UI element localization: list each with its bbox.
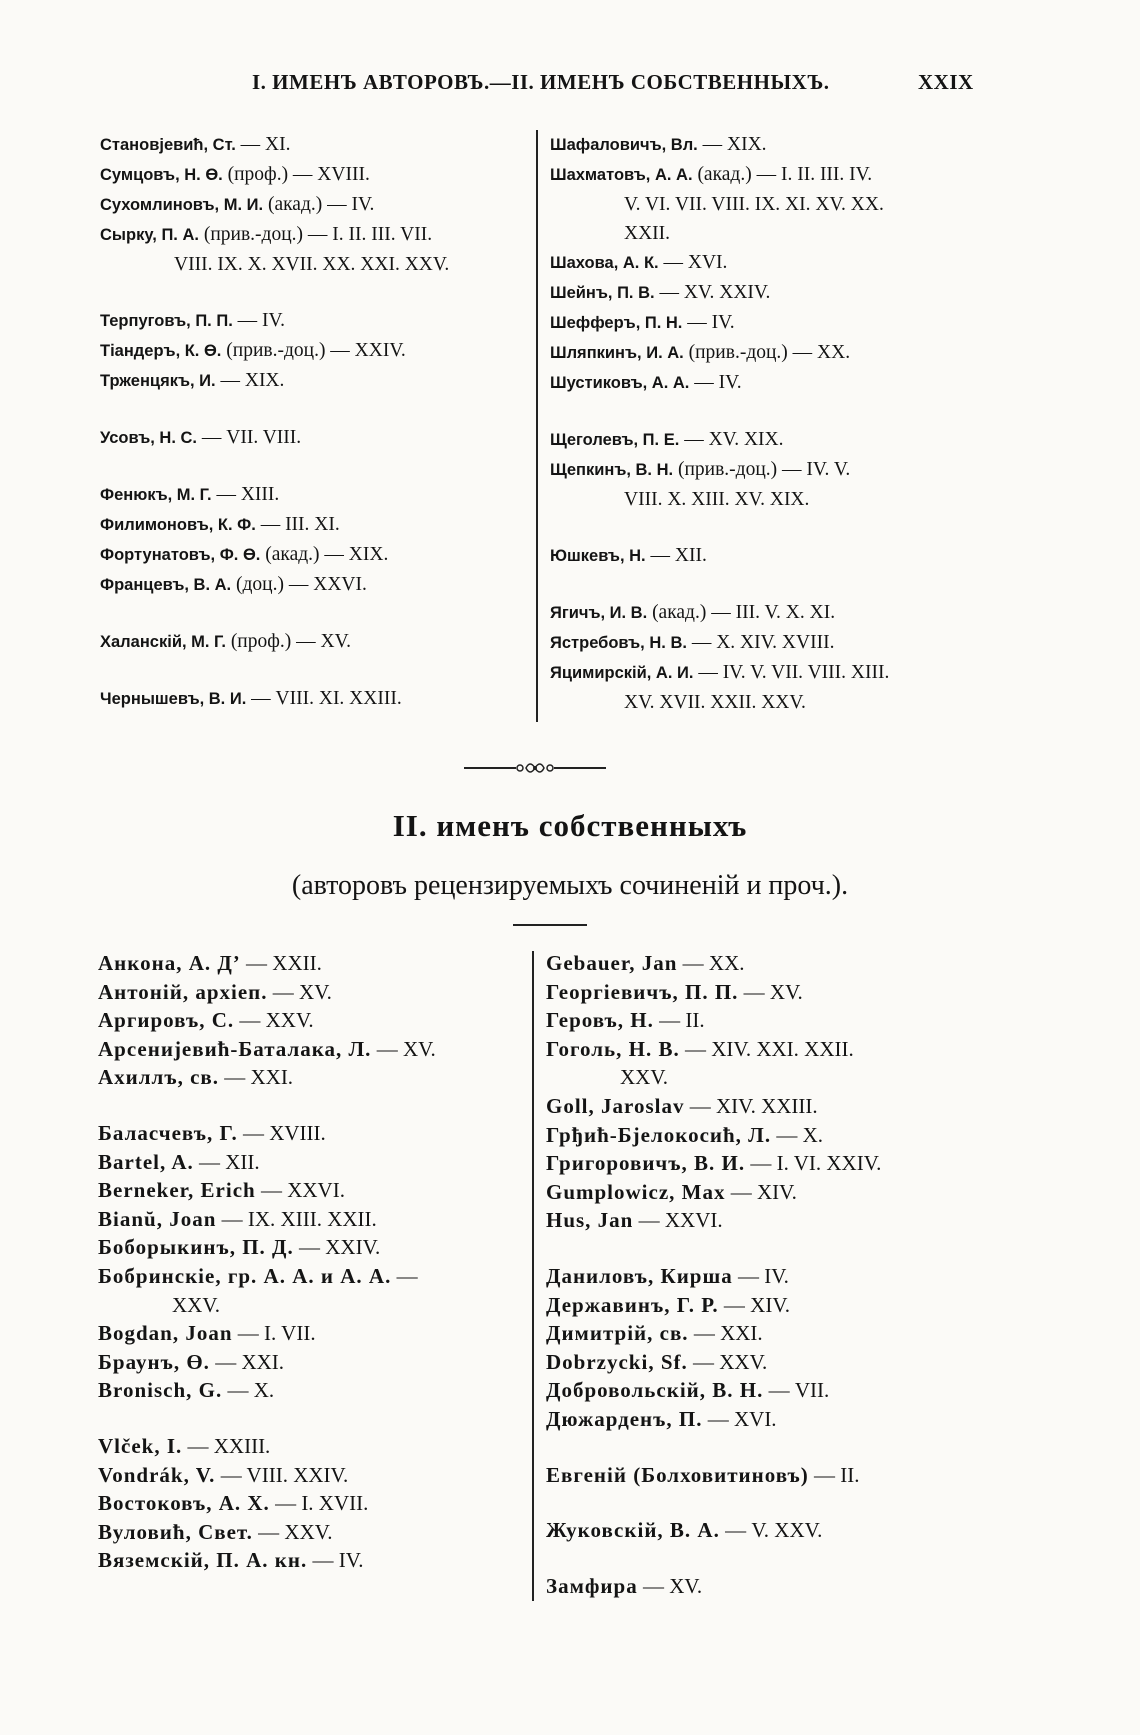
entry-references: (прив.-доц.) — XX.: [683, 342, 851, 363]
entry-references: — X.: [771, 1122, 823, 1147]
entry-name: Гоголь, Н. В.: [546, 1036, 680, 1061]
index-entry: [100, 306, 449, 336]
entry-references: — XV.: [371, 1036, 436, 1061]
entry-name: Чернышевъ, В. И.: [100, 690, 247, 708]
entry-references: — IV.: [232, 310, 285, 331]
entry-references: (проф.) — XVIII.: [222, 164, 370, 185]
entry-references: — XXV.: [252, 1519, 333, 1544]
entry-references: — XV.: [267, 979, 332, 1004]
index-entry: [546, 949, 881, 978]
entry-name: Халанскій, М. Г.: [100, 633, 226, 651]
index-entry: [546, 1405, 881, 1434]
entry-references: — XIX.: [215, 370, 285, 391]
entry-references: (акад.) — IV.: [263, 194, 375, 215]
proper-names-left-column: [98, 949, 436, 1575]
index-entry: [550, 248, 889, 278]
entry-references: — I. XVII.: [269, 1491, 369, 1516]
index-entry-continuation: XV. XVII. XXII. XXV.: [624, 692, 806, 713]
entry-references: (акад.) — I. II. III. IV.: [692, 164, 873, 185]
entry-references: (прив.-доц.) — IV. V.: [673, 459, 851, 480]
index-entry: [98, 978, 436, 1007]
entry-name: Ягичъ, И. В.: [550, 604, 648, 622]
index-entry-continuation: XXII.: [624, 223, 671, 244]
entry-name: Дюжарденъ, П.: [546, 1406, 703, 1431]
entry-name: Антоній, архіеп.: [98, 979, 268, 1004]
index-entry: [546, 1461, 881, 1490]
entry-name: Становјевић, Ст.: [100, 136, 236, 154]
entry-name: Bartel, A.: [98, 1149, 194, 1174]
entry-name: Сырку, П. А.: [100, 226, 199, 244]
entry-references: — XIX.: [697, 134, 767, 155]
index-entry: [546, 1291, 881, 1320]
index-entry-continuation: VIII. X. XIII. XV. XIX.: [624, 489, 810, 510]
entry-name: Berneker, Erich: [98, 1178, 256, 1203]
index-entry: [98, 1489, 436, 1518]
title-rule: [513, 924, 587, 926]
entry-name: Боборыкинъ, П. Д.: [98, 1235, 294, 1260]
entry-references: (доц.) — XXVI.: [231, 574, 367, 595]
index-entry: [550, 541, 889, 571]
index-entry: [100, 684, 449, 714]
entry-name: Вуловић, Свет.: [98, 1519, 253, 1544]
section-gap: [550, 514, 889, 541]
index-entry: [546, 978, 881, 1007]
entry-name: Аргировъ, С.: [98, 1008, 235, 1033]
entry-references: — XXVI.: [633, 1208, 723, 1233]
entry-name: Gumplowicz, Max: [546, 1179, 726, 1204]
entry-references: — II.: [808, 1462, 860, 1487]
entry-references: (прив.-доц.) — I. II. III. VII.: [198, 224, 433, 245]
entry-name: Юшкевъ, Н.: [550, 547, 646, 565]
entry-references: — V. XXV.: [719, 1518, 823, 1543]
entry-references: — IX. XIII. XXII.: [216, 1206, 377, 1231]
entry-name: Георгіевичъ, П. П.: [546, 979, 739, 1004]
entry-references: — XXII.: [240, 951, 322, 975]
index-entry: [550, 130, 889, 160]
index-entry: [550, 628, 889, 658]
entry-references: — XVI.: [702, 1406, 777, 1431]
section-title: II. именъ собственныхъ: [392, 808, 748, 843]
entry-references: — XXV.: [687, 1349, 768, 1374]
entry-references: (проф.) — XV.: [225, 631, 352, 652]
entry-references: — VIII. XI. XXIII.: [246, 688, 402, 709]
index-entry: [98, 1432, 436, 1461]
section-gap: [100, 657, 449, 684]
index-entry: [100, 540, 449, 570]
ornament-divider: [464, 756, 606, 780]
index-entry: [98, 1063, 436, 1092]
index-entry: [550, 658, 889, 688]
entry-references: — XIV. XXI. XXII.: [679, 1036, 854, 1061]
entry-references: — XXIII.: [182, 1433, 271, 1458]
section-gap: [546, 1489, 881, 1516]
index-entry: [98, 1348, 436, 1377]
entry-name: Щеголевъ, П. Е.: [550, 431, 680, 449]
entry-name: Даниловъ, Кирша: [546, 1263, 733, 1288]
index-entry: [546, 1262, 881, 1291]
entry-references: (прив.-доц.) — XXIV.: [221, 340, 406, 361]
entry-name: Анкона, А. Д’: [98, 951, 241, 975]
entry-references: — XXI.: [209, 1349, 285, 1374]
entry-references: — XIII.: [211, 484, 280, 505]
index-entry-continuation: XXV.: [172, 1292, 221, 1317]
entry-name: Hus, Jan: [546, 1208, 634, 1233]
index-entry: [98, 1461, 436, 1490]
entry-name: Bianŭ, Joan: [98, 1206, 217, 1231]
entry-references: — XVI.: [658, 252, 728, 273]
index-entry: [100, 423, 449, 453]
entry-name: Добровольскій, В. Н.: [546, 1378, 764, 1403]
entry-name: Bogdan, Joan: [98, 1321, 233, 1346]
entry-name: Браунъ, Ө.: [98, 1349, 210, 1374]
section-gap: [100, 396, 449, 423]
index-entry: [546, 1092, 881, 1121]
index-entry: [546, 1319, 881, 1348]
entry-references: — IV.: [732, 1263, 789, 1288]
entry-references: — XII.: [193, 1149, 260, 1174]
index-entry: [100, 366, 449, 396]
index-entry: [100, 336, 449, 366]
proper-names-right-column: [546, 949, 881, 1600]
entry-references: — XX.: [677, 951, 745, 975]
entry-name: Фортунатовъ, Ф. Ө.: [100, 546, 261, 564]
entry-references: — XXI.: [688, 1321, 763, 1346]
section-gap: [550, 571, 889, 598]
entry-name: Шейнъ, П. В.: [550, 284, 655, 302]
index-entry-continuation: XXV.: [620, 1065, 669, 1090]
index-entry: [98, 1176, 436, 1205]
index-entry: [550, 425, 889, 455]
index-entry: [546, 1149, 881, 1178]
index-entry: [100, 160, 449, 190]
column-divider: [536, 130, 538, 722]
entry-references: — IV.: [682, 312, 735, 333]
entry-references: — XVIII.: [237, 1120, 326, 1145]
entry-name: Ястребовъ, Н. В.: [550, 634, 687, 652]
entry-name: Грђић-Бјелокосић, Л.: [546, 1122, 772, 1147]
index-entry: [98, 1518, 436, 1547]
entry-name: Евгеній (Болховитиновъ): [546, 1462, 809, 1487]
entry-name: Vlček, I.: [98, 1433, 183, 1458]
index-entry-continuation: VIII. IX. X. XVII. XX. XXI. XXV.: [174, 254, 450, 275]
index-entry: [550, 160, 889, 190]
entry-name: Вяземскій, П. А. кн.: [98, 1548, 308, 1573]
entry-name: Dobrzycki, Sf.: [546, 1349, 688, 1374]
entry-name: Замфира: [546, 1573, 638, 1598]
entry-name: Шефферъ, П. Н.: [550, 314, 683, 332]
index-entry: [98, 1376, 436, 1405]
entry-name: Бобринскіе, гр. А. А. и А. А.: [98, 1263, 392, 1288]
entry-name: Димитрій, св.: [546, 1321, 689, 1346]
index-entry: [98, 1119, 436, 1148]
index-entry: [100, 480, 449, 510]
entry-name: Востоковъ, А. Х.: [98, 1491, 270, 1516]
index-entry: [98, 1233, 436, 1262]
running-header: [0, 70, 1140, 100]
header-title: I. ИМЕНЪ АВТОРОВЪ.—II. ИМЕНЪ СОБСТВЕННЫХЪ.: [252, 70, 830, 94]
entry-references: — VII. VIII.: [197, 427, 302, 448]
entry-references: —: [391, 1263, 418, 1288]
entry-name: Филимоновъ, К. Ф.: [100, 516, 256, 534]
index-entry: [98, 1319, 436, 1348]
index-entry: [98, 1205, 436, 1234]
index-entry: [550, 308, 889, 338]
entry-name: Усовъ, Н. С.: [100, 429, 197, 447]
index-entry: [98, 1148, 436, 1177]
entry-references: — XV. XIX.: [679, 429, 784, 450]
index-entry: [550, 338, 889, 368]
index-entry: [98, 1035, 436, 1064]
section-subtitle: (авторовъ рецензируемыхъ сочиненій и проч.).: [291, 870, 849, 901]
entry-references: — XI.: [235, 134, 291, 155]
section-gap: [546, 1235, 881, 1262]
entry-name: Григоровичъ, В. И.: [546, 1151, 746, 1176]
entry-name: Goll, Jaroslav: [546, 1093, 685, 1118]
entry-references: — XV. XXIV.: [654, 282, 771, 303]
entry-references: — XII.: [645, 545, 707, 566]
index-entry-continuation: V. VI. VII. VIII. IX. XI. XV. XX.: [624, 194, 884, 215]
section-gap: [98, 1092, 436, 1119]
index-entry: [550, 455, 889, 485]
section-gap: [550, 398, 889, 425]
index-entry: [100, 190, 449, 220]
entry-name: Яцимирскій, А. И.: [550, 664, 694, 682]
index-entry: [100, 130, 449, 160]
index-entry: [98, 1262, 436, 1291]
entry-references: — II.: [653, 1008, 705, 1033]
entry-name: Сухомлиновъ, М. И.: [100, 196, 264, 214]
index-entry: [100, 220, 449, 250]
entry-references: — IV.: [689, 372, 742, 393]
entry-references: — X.: [222, 1378, 275, 1403]
entry-name: Терпуговъ, П. П.: [100, 312, 233, 330]
index-entry: [100, 510, 449, 540]
section-gap: [546, 1545, 881, 1572]
index-entry: [98, 949, 436, 978]
entry-references: — I. VII.: [232, 1321, 316, 1346]
index-entry: [100, 627, 449, 657]
index-entry: [546, 1376, 881, 1405]
entry-name: Арсенијевић-Баталака, Л.: [98, 1036, 372, 1061]
index-entry: [546, 1035, 881, 1064]
entry-name: Трженцякъ, И.: [100, 372, 216, 390]
entry-references: — VII.: [763, 1378, 830, 1403]
entry-references: — IV. V. VII. VIII. XIII.: [693, 662, 890, 683]
index-entry: [546, 1348, 881, 1377]
authors-index-right-column: [550, 130, 889, 717]
entry-name: Щепкинъ, В. Н.: [550, 461, 674, 479]
entry-references: — XXI.: [218, 1065, 294, 1090]
entry-name: Францевъ, В. А.: [100, 576, 232, 594]
index-entry: [100, 570, 449, 600]
entry-name: Vondrák, V.: [98, 1462, 216, 1487]
index-entry: [98, 1546, 436, 1575]
entry-references: — XXVI.: [255, 1178, 345, 1203]
entry-name: Геровъ, Н.: [546, 1008, 654, 1033]
entry-name: Шляпкинъ, И. А.: [550, 344, 684, 362]
entry-references: — XXV.: [234, 1008, 314, 1033]
entry-references: — XV.: [637, 1573, 703, 1598]
section-gap: [100, 279, 449, 306]
entry-references: — VIII. XXIV.: [215, 1462, 349, 1487]
index-entry: [550, 598, 889, 628]
entry-name: Фенюкъ, М. Г.: [100, 486, 212, 504]
section-gap: [546, 1434, 881, 1461]
entry-name: Шахова, А. К.: [550, 254, 659, 272]
entry-name: Bronisch, G.: [98, 1378, 223, 1403]
index-entry: [550, 278, 889, 308]
index-entry: [546, 1206, 881, 1235]
entry-references: — XXIV.: [293, 1235, 381, 1260]
index-entry: [546, 1178, 881, 1207]
page-number: XXIX: [918, 70, 974, 94]
section-gap: [98, 1405, 436, 1432]
index-entry: [546, 1572, 881, 1601]
entry-references: — I. VI. XXIV.: [745, 1151, 882, 1176]
authors-index-left-column: [100, 130, 449, 714]
entry-references: — XIV.: [718, 1292, 791, 1317]
entry-name: Ахиллъ, св.: [98, 1065, 219, 1090]
entry-references: — XV.: [738, 979, 803, 1004]
entry-name: Жуковскій, В. А.: [546, 1518, 720, 1543]
section-gap: [100, 453, 449, 480]
entry-name: Державинъ, Г. Р.: [546, 1292, 719, 1317]
index-entry: [98, 1006, 436, 1035]
index-entry: [546, 1516, 881, 1545]
entry-name: Баласчевъ, Г.: [98, 1120, 238, 1145]
column-divider: [532, 951, 534, 1601]
entry-name: Шафаловичъ, Вл.: [550, 136, 698, 154]
entry-references: — XIV.: [725, 1179, 797, 1204]
entry-name: Шахматовъ, А. А.: [550, 166, 693, 184]
entry-name: Тіандеръ, К. Ө.: [100, 342, 222, 360]
index-entry: [550, 368, 889, 398]
entry-references: (акад.) — XIX.: [260, 544, 389, 565]
entry-name: Шустиковъ, А. А.: [550, 374, 690, 392]
entry-name: Gebauer, Jan: [546, 951, 678, 975]
entry-references: — IV.: [307, 1548, 364, 1573]
index-entry: [546, 1006, 881, 1035]
entry-references: (акад.) — III. V. X. XI.: [647, 602, 836, 623]
index-entry: [546, 1121, 881, 1150]
entry-references: — XIV. XXIII.: [684, 1093, 818, 1118]
entry-references: — III. XI.: [255, 514, 340, 535]
entry-name: Сумцовъ, Н. Ө.: [100, 166, 223, 184]
entry-references: — X. XIV. XVIII.: [686, 632, 835, 653]
section-gap: [100, 600, 449, 627]
